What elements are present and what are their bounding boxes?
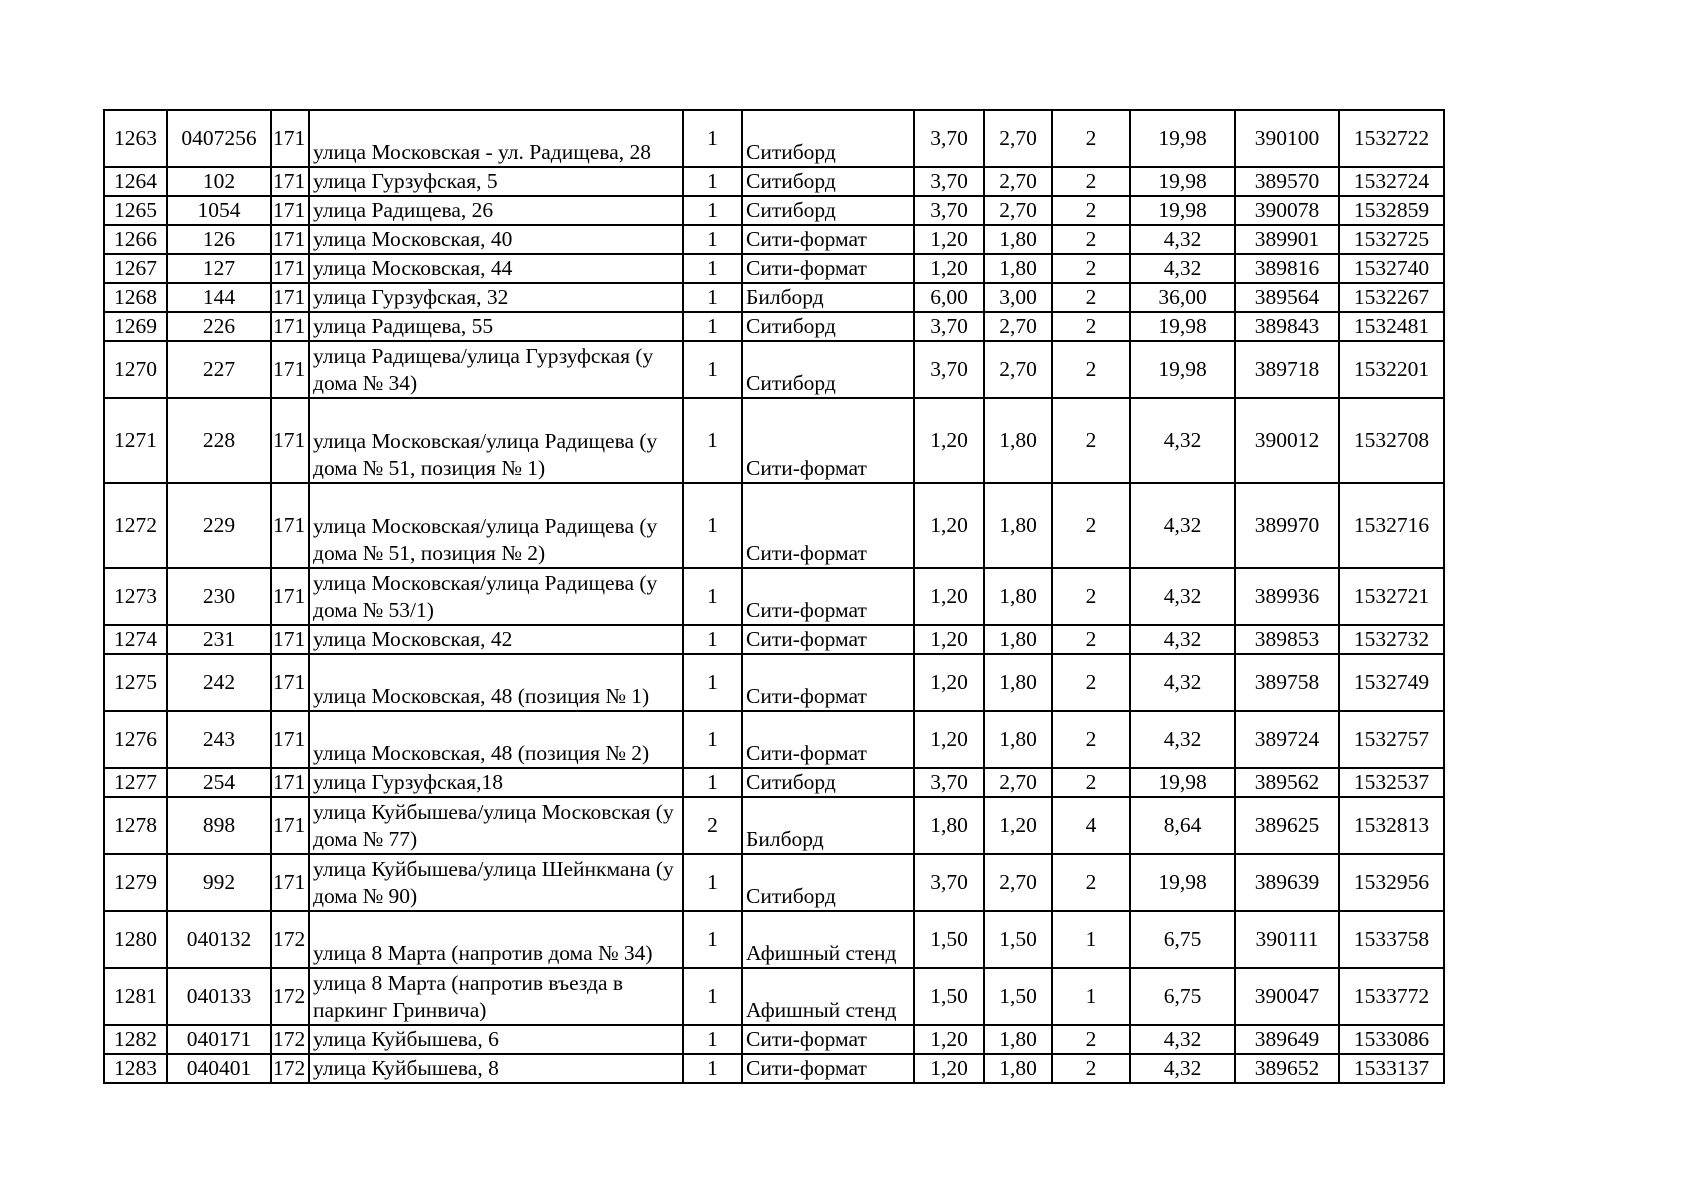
cell-height: 3,00	[984, 283, 1052, 312]
cell-height: 2,70	[984, 341, 1052, 398]
cell-coord-x: 389936	[1235, 568, 1339, 625]
cell-area: 19,98	[1130, 110, 1235, 167]
cell-district-code: 171	[271, 167, 309, 196]
cell-sides-count: 2	[1052, 167, 1130, 196]
cell-height: 1,80	[984, 254, 1052, 283]
cell-width: 6,00	[914, 283, 984, 312]
cell-structure-code: 230	[167, 568, 271, 625]
cell-coord-y: 1532716	[1339, 483, 1444, 568]
cell-structure-type: Ситиборд	[742, 167, 914, 196]
table-row	[104, 341, 1444, 398]
cell-row-number: 1268	[104, 283, 167, 312]
cell-address: улица Московская/улица Радищева (у дома № 53/1)	[309, 568, 683, 625]
cell-coord-y: 1532267	[1339, 283, 1444, 312]
cell-coord-x: 390111	[1235, 911, 1339, 968]
cell-structure-code: 040132	[167, 911, 271, 968]
cell-height: 1,50	[984, 911, 1052, 968]
table-row	[104, 167, 1444, 196]
cell-area: 4,32	[1130, 625, 1235, 654]
cell-structure-type: Сити-формат	[742, 398, 914, 483]
cell-district-code: 171	[271, 196, 309, 225]
cell-quantity: 1	[683, 711, 742, 768]
cell-sides-count: 2	[1052, 568, 1130, 625]
cell-coord-y: 1532725	[1339, 225, 1444, 254]
cell-area: 4,32	[1130, 1025, 1235, 1054]
cell-sides-count: 2	[1052, 283, 1130, 312]
cell-quantity: 1	[683, 1054, 742, 1083]
cell-row-number: 1263	[104, 110, 167, 167]
cell-structure-code: 227	[167, 341, 271, 398]
cell-district-code: 171	[271, 110, 309, 167]
cell-coord-x: 389562	[1235, 768, 1339, 797]
cell-structure-code: 040133	[167, 968, 271, 1025]
cell-address: улица Московская, 44	[309, 254, 683, 283]
cell-address: улица Куйбышева, 8	[309, 1054, 683, 1083]
cell-height: 2,70	[984, 768, 1052, 797]
cell-quantity: 1	[683, 768, 742, 797]
cell-sides-count: 1	[1052, 968, 1130, 1025]
cell-structure-code: 0407256	[167, 110, 271, 167]
cell-district-code: 171	[271, 768, 309, 797]
cell-width: 1,20	[914, 1025, 984, 1054]
table-row	[104, 654, 1444, 711]
cell-coord-x: 389901	[1235, 225, 1339, 254]
cell-width: 3,70	[914, 196, 984, 225]
cell-structure-type: Сити-формат	[742, 1025, 914, 1054]
cell-row-number: 1280	[104, 911, 167, 968]
cell-structure-type: Сити-формат	[742, 1054, 914, 1083]
cell-row-number: 1279	[104, 854, 167, 911]
table-row	[104, 312, 1444, 341]
cell-quantity: 1	[683, 110, 742, 167]
cell-coord-x: 389652	[1235, 1054, 1339, 1083]
cell-address: улица Куйбышева/улица Шейнкмана (у дома № 90)	[309, 854, 683, 911]
cell-structure-type: Сити-формат	[742, 568, 914, 625]
cell-structure-code: 898	[167, 797, 271, 854]
cell-width: 3,70	[914, 110, 984, 167]
cell-width: 1,20	[914, 483, 984, 568]
table-row	[104, 225, 1444, 254]
cell-address: улица Радищева/улица Гурзуфская (у дома № 34)	[309, 341, 683, 398]
cell-sides-count: 2	[1052, 483, 1130, 568]
cell-row-number: 1278	[104, 797, 167, 854]
cell-coord-y: 1532740	[1339, 254, 1444, 283]
cell-address: улица Гурзуфская, 5	[309, 167, 683, 196]
cell-district-code: 171	[271, 312, 309, 341]
cell-height: 1,80	[984, 1054, 1052, 1083]
cell-quantity: 1	[683, 483, 742, 568]
table-row	[104, 483, 1444, 568]
cell-width: 1,20	[914, 225, 984, 254]
table-row	[104, 854, 1444, 911]
cell-sides-count: 2	[1052, 341, 1130, 398]
cell-row-number: 1274	[104, 625, 167, 654]
cell-coord-x: 390078	[1235, 196, 1339, 225]
cell-coord-y: 1532757	[1339, 711, 1444, 768]
cell-coord-y: 1533086	[1339, 1025, 1444, 1054]
cell-address: улица Московская, 42	[309, 625, 683, 654]
cell-width: 1,20	[914, 711, 984, 768]
cell-address: улица 8 Марта (напротив дома № 34)	[309, 911, 683, 968]
cell-coord-y: 1532722	[1339, 110, 1444, 167]
cell-area: 6,75	[1130, 968, 1235, 1025]
table-row	[104, 968, 1444, 1025]
cell-coord-x: 389639	[1235, 854, 1339, 911]
cell-coord-x: 389718	[1235, 341, 1339, 398]
cell-height: 1,80	[984, 711, 1052, 768]
cell-address: улица Куйбышева, 6	[309, 1025, 683, 1054]
cell-quantity: 1	[683, 167, 742, 196]
cell-width: 3,70	[914, 312, 984, 341]
cell-sides-count: 4	[1052, 797, 1130, 854]
cell-sides-count: 2	[1052, 225, 1130, 254]
cell-width: 1,50	[914, 968, 984, 1025]
cell-row-number: 1282	[104, 1025, 167, 1054]
cell-structure-code: 040401	[167, 1054, 271, 1083]
cell-district-code: 171	[271, 711, 309, 768]
cell-quantity: 1	[683, 196, 742, 225]
cell-structure-type: Сити-формат	[742, 225, 914, 254]
cell-district-code: 171	[271, 568, 309, 625]
cell-sides-count: 2	[1052, 398, 1130, 483]
cell-coord-x: 389625	[1235, 797, 1339, 854]
cell-quantity: 1	[683, 625, 742, 654]
cell-width: 1,20	[914, 254, 984, 283]
table-row	[104, 625, 1444, 654]
table-row	[104, 711, 1444, 768]
cell-structure-type: Билборд	[742, 283, 914, 312]
cell-coord-y: 1533772	[1339, 968, 1444, 1025]
cell-quantity: 1	[683, 254, 742, 283]
table-row	[104, 196, 1444, 225]
cell-row-number: 1269	[104, 312, 167, 341]
table-body	[104, 110, 1444, 1083]
cell-structure-type: Билборд	[742, 797, 914, 854]
cell-quantity: 1	[683, 283, 742, 312]
cell-area: 4,32	[1130, 483, 1235, 568]
cell-height: 2,70	[984, 196, 1052, 225]
cell-coord-y: 1532481	[1339, 312, 1444, 341]
cell-coord-x: 390012	[1235, 398, 1339, 483]
cell-address: улица 8 Марта (напротив въезда в паркинг Гринвича)	[309, 968, 683, 1025]
cell-structure-type: Ситиборд	[742, 110, 914, 167]
cell-coord-y: 1532813	[1339, 797, 1444, 854]
cell-address: улица Радищева, 26	[309, 196, 683, 225]
cell-sides-count: 2	[1052, 196, 1130, 225]
cell-height: 2,70	[984, 854, 1052, 911]
cell-area: 19,98	[1130, 312, 1235, 341]
cell-quantity: 2	[683, 797, 742, 854]
cell-district-code: 171	[271, 625, 309, 654]
table-row	[104, 110, 1444, 167]
cell-width: 1,20	[914, 568, 984, 625]
cell-structure-code: 243	[167, 711, 271, 768]
cell-coord-x: 389970	[1235, 483, 1339, 568]
cell-height: 2,70	[984, 167, 1052, 196]
cell-row-number: 1281	[104, 968, 167, 1025]
cell-sides-count: 2	[1052, 1054, 1130, 1083]
cell-district-code: 171	[271, 797, 309, 854]
cell-row-number: 1266	[104, 225, 167, 254]
cell-address: улица Куйбышева/улица Московская (у дома № 77)	[309, 797, 683, 854]
cell-coord-y: 1532749	[1339, 654, 1444, 711]
cell-area: 4,32	[1130, 711, 1235, 768]
cell-structure-type: Афишный стенд	[742, 968, 914, 1025]
cell-width: 3,70	[914, 768, 984, 797]
cell-district-code: 171	[271, 341, 309, 398]
cell-sides-count: 2	[1052, 768, 1130, 797]
cell-address: улица Московская, 40	[309, 225, 683, 254]
cell-structure-type: Сити-формат	[742, 483, 914, 568]
cell-structure-type: Сити-формат	[742, 654, 914, 711]
cell-quantity: 1	[683, 1025, 742, 1054]
cell-area: 4,32	[1130, 1054, 1235, 1083]
cell-row-number: 1283	[104, 1054, 167, 1083]
cell-structure-type: Ситиборд	[742, 854, 914, 911]
cell-row-number: 1270	[104, 341, 167, 398]
cell-sides-count: 2	[1052, 711, 1130, 768]
cell-quantity: 1	[683, 654, 742, 711]
cell-address: улица Московская, 48 (позиция № 2)	[309, 711, 683, 768]
cell-width: 1,50	[914, 911, 984, 968]
cell-coord-y: 1533137	[1339, 1054, 1444, 1083]
cell-structure-code: 228	[167, 398, 271, 483]
cell-area: 19,98	[1130, 341, 1235, 398]
cell-sides-count: 2	[1052, 312, 1130, 341]
cell-coord-y: 1532201	[1339, 341, 1444, 398]
cell-sides-count: 2	[1052, 854, 1130, 911]
cell-coord-y: 1532721	[1339, 568, 1444, 625]
cell-structure-code: 127	[167, 254, 271, 283]
cell-structure-code: 040171	[167, 1025, 271, 1054]
cell-width: 1,20	[914, 654, 984, 711]
cell-area: 6,75	[1130, 911, 1235, 968]
cell-height: 1,20	[984, 797, 1052, 854]
cell-height: 1,80	[984, 568, 1052, 625]
cell-sides-count: 2	[1052, 254, 1130, 283]
cell-district-code: 172	[271, 968, 309, 1025]
cell-area: 19,98	[1130, 768, 1235, 797]
cell-coord-x: 389570	[1235, 167, 1339, 196]
cell-district-code: 171	[271, 483, 309, 568]
cell-quantity: 1	[683, 225, 742, 254]
cell-structure-type: Ситиборд	[742, 312, 914, 341]
cell-area: 4,32	[1130, 254, 1235, 283]
cell-coord-y: 1533758	[1339, 911, 1444, 968]
cell-address: улица Гурзуфская, 32	[309, 283, 683, 312]
cell-area: 19,98	[1130, 854, 1235, 911]
cell-district-code: 171	[271, 654, 309, 711]
cell-row-number: 1264	[104, 167, 167, 196]
cell-coord-y: 1532956	[1339, 854, 1444, 911]
cell-structure-code: 992	[167, 854, 271, 911]
table-row	[104, 1054, 1444, 1083]
cell-district-code: 171	[271, 854, 309, 911]
cell-height: 2,70	[984, 312, 1052, 341]
cell-structure-code: 102	[167, 167, 271, 196]
cell-row-number: 1276	[104, 711, 167, 768]
cell-width: 1,20	[914, 1054, 984, 1083]
cell-coord-x: 389564	[1235, 283, 1339, 312]
cell-row-number: 1277	[104, 768, 167, 797]
cell-coord-x: 390047	[1235, 968, 1339, 1025]
cell-row-number: 1273	[104, 568, 167, 625]
cell-row-number: 1272	[104, 483, 167, 568]
cell-district-code: 172	[271, 1025, 309, 1054]
cell-structure-type: Афишный стенд	[742, 911, 914, 968]
cell-width: 1,20	[914, 625, 984, 654]
cell-area: 19,98	[1130, 167, 1235, 196]
cell-height: 1,80	[984, 483, 1052, 568]
cell-structure-code: 231	[167, 625, 271, 654]
cell-area: 36,00	[1130, 283, 1235, 312]
cell-structure-type: Сити-формат	[742, 711, 914, 768]
cell-height: 1,80	[984, 398, 1052, 483]
cell-address: улица Московская - ул. Радищева, 28	[309, 110, 683, 167]
cell-coord-y: 1532708	[1339, 398, 1444, 483]
cell-coord-x: 389843	[1235, 312, 1339, 341]
cell-quantity: 1	[683, 968, 742, 1025]
cell-width: 3,70	[914, 167, 984, 196]
cell-coord-y: 1532732	[1339, 625, 1444, 654]
cell-structure-type: Ситиборд	[742, 196, 914, 225]
cell-width: 3,70	[914, 854, 984, 911]
table-row	[104, 568, 1444, 625]
cell-address: улица Московская, 48 (позиция № 1)	[309, 654, 683, 711]
cell-area: 4,32	[1130, 398, 1235, 483]
cell-sides-count: 2	[1052, 654, 1130, 711]
cell-quantity: 1	[683, 911, 742, 968]
cell-height: 1,50	[984, 968, 1052, 1025]
cell-structure-type: Ситиборд	[742, 768, 914, 797]
cell-row-number: 1275	[104, 654, 167, 711]
cell-height: 1,80	[984, 1025, 1052, 1054]
cell-district-code: 172	[271, 1054, 309, 1083]
cell-coord-x: 389724	[1235, 711, 1339, 768]
cell-coord-y: 1532724	[1339, 167, 1444, 196]
cell-width: 3,70	[914, 341, 984, 398]
cell-area: 8,64	[1130, 797, 1235, 854]
advertising-structures-table	[103, 109, 1445, 1084]
cell-district-code: 172	[271, 911, 309, 968]
cell-address: улица Московская/улица Радищева (у дома № 51, позиция № 2)	[309, 483, 683, 568]
cell-structure-code: 242	[167, 654, 271, 711]
cell-structure-type: Ситиборд	[742, 341, 914, 398]
cell-sides-count: 2	[1052, 625, 1130, 654]
cell-coord-x: 389816	[1235, 254, 1339, 283]
cell-quantity: 1	[683, 398, 742, 483]
cell-sides-count: 1	[1052, 911, 1130, 968]
cell-structure-code: 1054	[167, 196, 271, 225]
cell-height: 1,80	[984, 225, 1052, 254]
cell-row-number: 1271	[104, 398, 167, 483]
cell-coord-y: 1532859	[1339, 196, 1444, 225]
cell-quantity: 1	[683, 568, 742, 625]
cell-sides-count: 2	[1052, 1025, 1130, 1054]
cell-coord-x: 389758	[1235, 654, 1339, 711]
cell-row-number: 1267	[104, 254, 167, 283]
cell-structure-code: 226	[167, 312, 271, 341]
cell-coord-x: 390100	[1235, 110, 1339, 167]
cell-height: 2,70	[984, 110, 1052, 167]
table-row	[104, 797, 1444, 854]
table-row	[104, 254, 1444, 283]
cell-area: 4,32	[1130, 225, 1235, 254]
cell-district-code: 171	[271, 283, 309, 312]
cell-address: улица Радищева, 55	[309, 312, 683, 341]
table-row	[104, 283, 1444, 312]
cell-structure-type: Сити-формат	[742, 625, 914, 654]
cell-district-code: 171	[271, 254, 309, 283]
cell-height: 1,80	[984, 625, 1052, 654]
cell-height: 1,80	[984, 654, 1052, 711]
cell-quantity: 1	[683, 854, 742, 911]
cell-coord-y: 1532537	[1339, 768, 1444, 797]
cell-structure-type: Сити-формат	[742, 254, 914, 283]
cell-coord-x: 389853	[1235, 625, 1339, 654]
cell-quantity: 1	[683, 312, 742, 341]
cell-address: улица Московская/улица Радищева (у дома № 51, позиция № 1)	[309, 398, 683, 483]
cell-structure-code: 254	[167, 768, 271, 797]
cell-row-number: 1265	[104, 196, 167, 225]
cell-area: 4,32	[1130, 568, 1235, 625]
cell-structure-code: 126	[167, 225, 271, 254]
cell-district-code: 171	[271, 398, 309, 483]
table-row	[104, 911, 1444, 968]
cell-sides-count: 2	[1052, 110, 1130, 167]
cell-width: 1,20	[914, 398, 984, 483]
cell-area: 19,98	[1130, 196, 1235, 225]
table-row	[104, 398, 1444, 483]
cell-area: 4,32	[1130, 654, 1235, 711]
cell-structure-code: 229	[167, 483, 271, 568]
cell-structure-code: 144	[167, 283, 271, 312]
table-row	[104, 768, 1444, 797]
cell-district-code: 171	[271, 225, 309, 254]
table-row	[104, 1025, 1444, 1054]
cell-width: 1,80	[914, 797, 984, 854]
cell-address: улица Гурзуфская,18	[309, 768, 683, 797]
cell-quantity: 1	[683, 341, 742, 398]
cell-coord-x: 389649	[1235, 1025, 1339, 1054]
